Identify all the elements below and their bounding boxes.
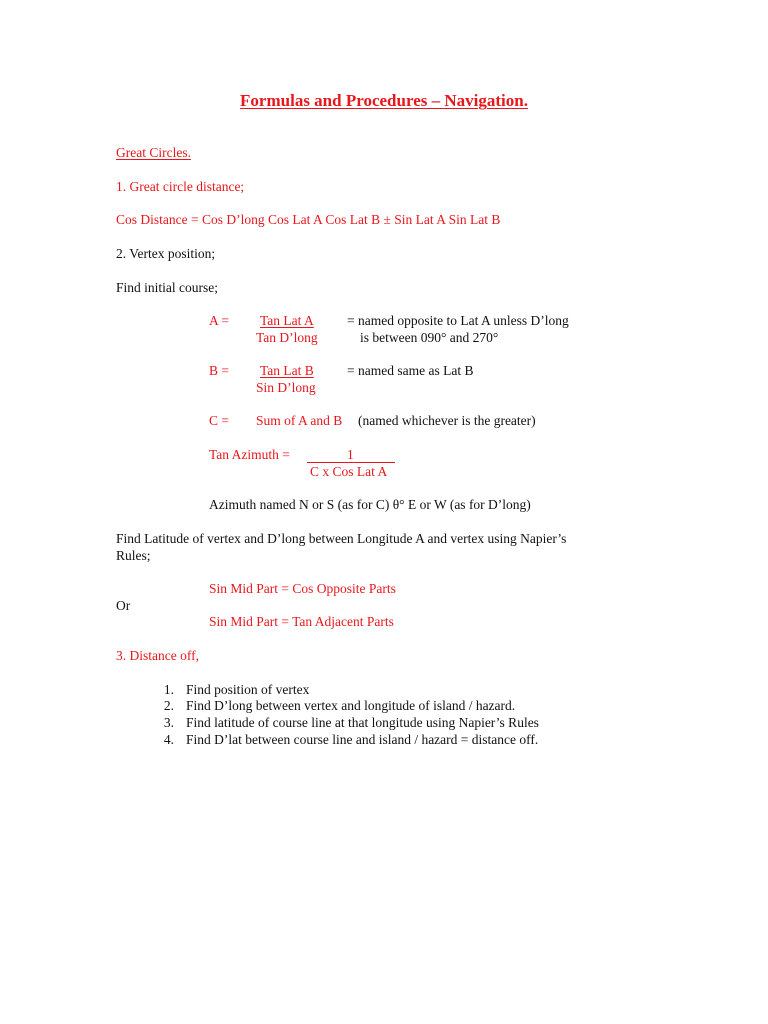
formula-c-label: C = bbox=[209, 413, 229, 428]
formula-b-label: B = bbox=[209, 363, 229, 378]
distance-off-step-2-text: Find D’long between vertex and longitude of island / hazard. bbox=[186, 698, 516, 713]
cos-distance-formula: Cos Distance = Cos D’long Cos Lat A Cos Lat B ± Sin Lat A Sin Lat B bbox=[116, 212, 501, 227]
formula-c-note: (named whichever is the greater) bbox=[358, 413, 536, 428]
napier-rule-1: Sin Mid Part = Cos Opposite Parts bbox=[209, 581, 396, 596]
section-heading-great-circles: Great Circles. bbox=[116, 145, 191, 160]
tan-azimuth-denominator: C x Cos Lat A bbox=[310, 464, 388, 479]
azimuth-named-text: Azimuth named N or S (as for C) θ° E or W (as for D’long) bbox=[209, 497, 531, 512]
item-3-heading: 3. Distance off, bbox=[116, 648, 199, 663]
item-2-heading: 2. Vertex position; bbox=[116, 246, 216, 261]
formula-a-note-line2: is between 090° and 270° bbox=[360, 330, 499, 345]
or-text: Or bbox=[116, 598, 131, 613]
distance-off-step-2-number: 2. bbox=[163, 698, 174, 713]
tan-azimuth-label: Tan Azimuth = bbox=[209, 447, 290, 462]
item-1-heading: 1. Great circle distance; bbox=[116, 179, 245, 194]
page-title: Formulas and Procedures – Navigation. bbox=[240, 91, 528, 110]
distance-off-step-1-number: 1. bbox=[163, 682, 174, 697]
napier-intro-line2: Rules; bbox=[116, 548, 151, 563]
formula-a-note-line1: = named opposite to Lat A unless D’long bbox=[347, 313, 569, 328]
formula-a-denominator: Tan D’long bbox=[256, 330, 318, 345]
tan-azimuth-numerator: 1 bbox=[347, 447, 354, 462]
formula-a-numerator: Tan Lat A bbox=[260, 313, 314, 328]
napier-rule-2: Sin Mid Part = Tan Adjacent Parts bbox=[209, 614, 394, 629]
distance-off-step-3-text: Find latitude of course line at that longitude using Napier’s Rules bbox=[186, 715, 539, 730]
napier-intro-line1: Find Latitude of vertex and D’long between Longitude A and vertex using Napier’s bbox=[116, 531, 567, 546]
formula-a-label: A = bbox=[209, 313, 229, 328]
distance-off-step-4-text: Find D’lat between course line and island / hazard = distance off. bbox=[186, 732, 539, 747]
find-initial-course: Find initial course; bbox=[116, 280, 218, 295]
distance-off-step-4-number: 4. bbox=[163, 732, 174, 747]
formula-b-note: = named same as Lat B bbox=[347, 363, 474, 378]
formula-c-value: Sum of A and B bbox=[256, 413, 343, 428]
formula-b-denominator: Sin D’long bbox=[256, 380, 316, 395]
distance-off-step-1-text: Find position of vertex bbox=[186, 682, 310, 697]
distance-off-step-3-number: 3. bbox=[163, 715, 174, 730]
formula-b-numerator: Tan Lat B bbox=[260, 363, 314, 378]
